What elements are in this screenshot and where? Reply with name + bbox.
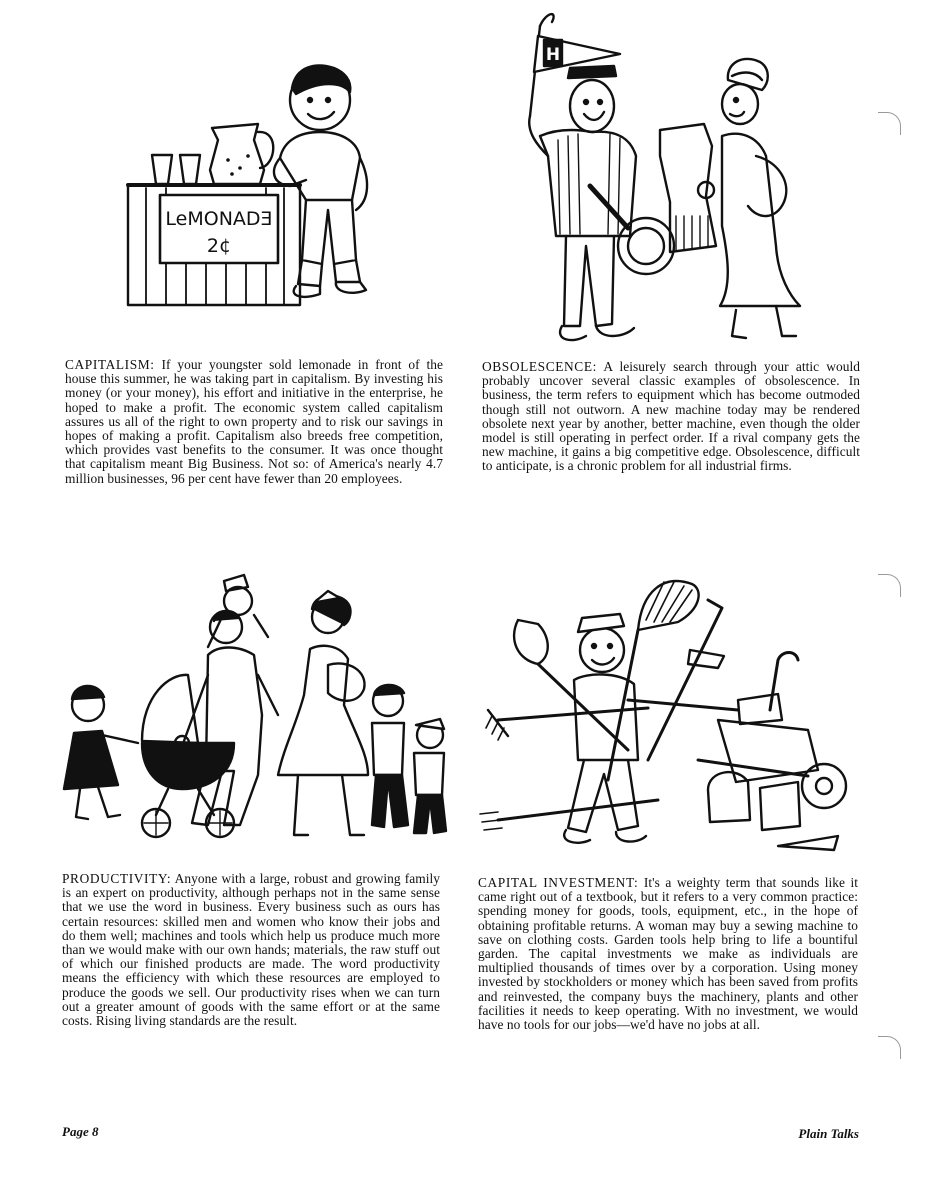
pennant-letter: H <box>545 45 561 65</box>
obsolescence-illustration <box>500 6 830 351</box>
capitalism-term: CAPITALISM: <box>65 357 155 372</box>
binder-hole-mark <box>878 574 901 597</box>
sign-line1: LeMONADƎ <box>165 208 273 230</box>
sign-line2: 2¢ <box>206 235 232 257</box>
page-number: Page 8 <box>62 1124 99 1139</box>
productivity-term: PRODUCTIVITY: <box>62 871 172 886</box>
productivity-body: Anyone with a large, robust and growing family is an expert on productivity, although perhaps not in the same sense that we use the word in business. Every business such as ours has certain resources: skilled men and women who know their jobs and do them well; machines and tools which help us produce much more than we would make with our own hands; materials, the raw stuff out of which our finished products are made. The word productivity means the efficiency with which these resources are employed to produce the goods we sell. Our productivity rises when we can turn out a greater amount of goods with the same effort or at the same costs. Rising living standards are the result. <box>62 871 440 1029</box>
obsolescence-section <box>482 360 860 474</box>
productivity-illustration <box>58 565 458 865</box>
capital-investment-body: It's a weighty term that sounds like it came right out of a textbook, but it refers to a very common practice: spending money for goods, tools, equipment, etc., in the hope of obtaining profitable returns. A woman may buy a sewing machine to save on clothing costs. Garden tools help bring to life a bountiful garden. The capital investments we make as individuals are multiplied thousands of times over by a corporation. Using money invested by stockholders or money which has been saved from profits and reinvested, the company buys the machinery, plants and other facilities it needs to keep operating. With no investment, we would have no tools for our jobs—we'd have no jobs at all. <box>478 875 858 1033</box>
capital-investment-section <box>478 876 858 1032</box>
obsolescence-term: OBSOLESCENCE: <box>482 359 597 374</box>
boy-lemonade-stand-icon <box>120 60 390 315</box>
capitalism-section <box>65 358 443 486</box>
obsolescence-body: A leisurely search through your attic would probably uncover several classic examples of obsolescence. In business, the term refers to equipment which has become outmoded though still not outworn. A new machine today may be rendered obsolete next year by another, better machine, even though the older model is still operating in perfect order. If a rival company gets the new machine, it gains a big competitive edge. Obsolescence, difficult to anticipate, is a chronic problem for all industrial firms. <box>482 359 860 474</box>
capital-investment-term: CAPITAL INVESTMENT: <box>478 875 639 890</box>
capitalism-body: If your youngster sold lemonade in front of the house this summer, he was taking part in capitalism. By investing his money (or your money), his effort and initiative in the enterprise, he hoped to make a profit. The economic system called capitalism assures us all of the right to own property and to risk our savings in hopes of making a profit. Capitalism also breeds free competition, which provides vast benefits to the consumer. It was once thought that capitalism meant Big Business. Not so: of America's nearly 4.7 million businesses, 96 per cent have fewer than 20 employees. <box>65 357 443 486</box>
lemonade-stand-illustration <box>120 60 390 315</box>
large-family-with-pram-icon <box>58 565 458 865</box>
productivity-section <box>62 872 440 1028</box>
capital-investment-illustration <box>478 560 868 865</box>
binder-hole-mark <box>878 1036 901 1059</box>
publication-title: Plain Talks <box>798 1126 859 1141</box>
couple-with-old-attic-items-icon <box>500 6 830 351</box>
binder-hole-mark <box>878 112 901 135</box>
man-carrying-garden-tools-icon <box>478 560 868 865</box>
